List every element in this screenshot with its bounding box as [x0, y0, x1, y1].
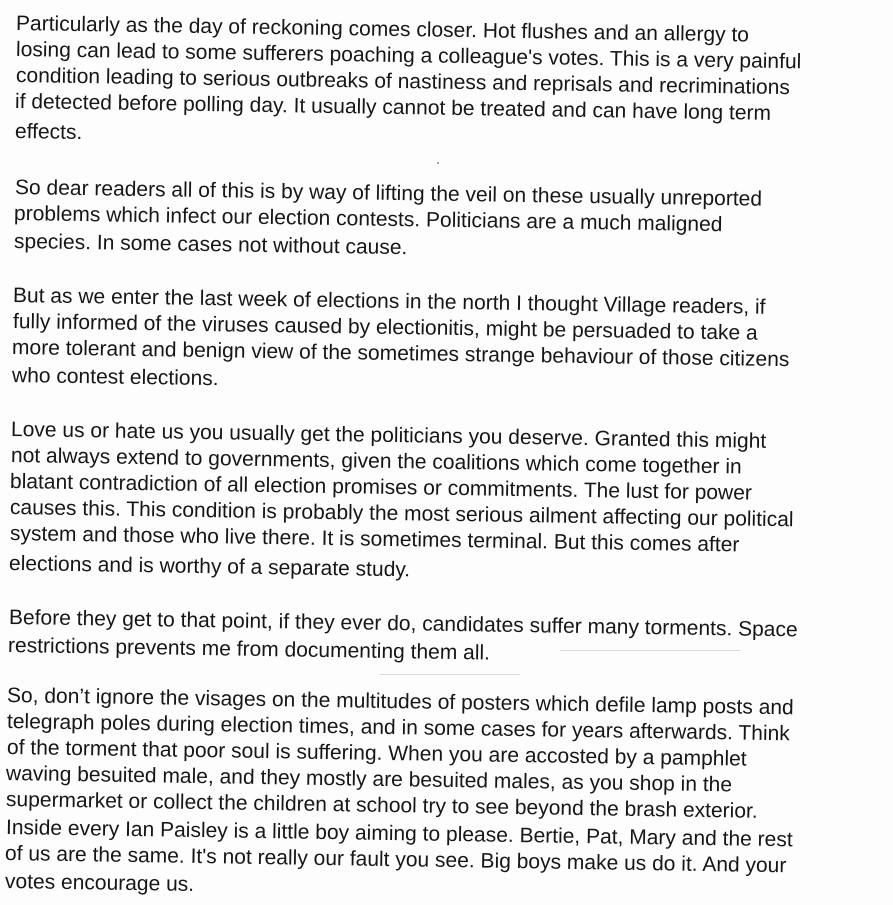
text-line: if detected before polling day. It usually cannot be treated and can have long term	[14, 90, 772, 125]
text-line: fully informed of the viruses caused by electionitis, might be persuaded to take a	[12, 310, 758, 345]
text-line: So, don’t ignore the visages on the multitudes of posters which defile lamp posts and	[6, 684, 794, 720]
text-line: telegraph poles during election times, and in some cases for years afterwards. Think	[6, 710, 790, 746]
scan-speck	[437, 162, 439, 164]
text-line: system and those who live there. It is sometimes terminal. But this comes after	[9, 522, 740, 557]
scan-smudge	[380, 674, 520, 675]
text-line: causes this. This condition is probably the most serious ailment affecting our political	[9, 496, 794, 532]
text-line: not always extend to governments, given the coalitions which come together in	[10, 444, 742, 479]
text-line: losing can lead to some sufferers poaching a colleague's votes. This is a very painful	[15, 38, 802, 74]
text-line: Before they get to that point, if they ever do, candidates suffer many torments. Space	[8, 606, 798, 642]
text-line: condition leading to serious outbreaks of nastiness and reprisals and recriminations	[15, 64, 791, 100]
text-line: Particularly as the day of reckoning comes closer. Hot flushes and an allergy to	[15, 12, 750, 47]
text-line: waving besuited male, and they mostly are besuited males, as you shop in the	[5, 762, 733, 797]
text-line: problems which infect our election contests. Politicians are a much maligned	[13, 202, 723, 237]
scan-smudge	[560, 650, 740, 651]
text-line: restrictions prevents me from documenting them all.	[7, 634, 491, 665]
text-line: elections and is worthy of a separate study.	[8, 552, 411, 582]
text-line: But as we enter the last week of elections in the north I thought Village readers, if	[12, 284, 766, 319]
text-line: effects.	[14, 120, 83, 145]
text-line: So dear readers all of this is by way of lifting the veil on these usually unreported	[14, 176, 763, 211]
text-line: who contest elections.	[11, 364, 219, 391]
text-line: Love us or hate us you usually get the politicians you deserve. Granted this might	[10, 418, 767, 453]
text-line: supermarket or collect the children at school try to see beyond the brash exterior.	[5, 788, 758, 823]
text-line: of us are the same. It's not really our fault you see. Big boys make us do it. And your	[4, 842, 787, 878]
text-line: of the torment that poor soul is suffering. When you are accosted by a pamphlet	[6, 736, 747, 771]
text-line: votes encourage us.	[4, 870, 195, 896]
text-line: Inside every Ian Paisley is a little boy aiming to please. Bertie, Pat, Mary and the rest	[5, 816, 793, 852]
text-line: blatant contradiction of all election promises or commitments. The lust for power	[9, 470, 753, 505]
text-line: species. In some cases not without cause.	[13, 230, 408, 260]
text-line: more tolerant and benign view of the sometimes strange behaviour of those citizens	[11, 336, 790, 372]
